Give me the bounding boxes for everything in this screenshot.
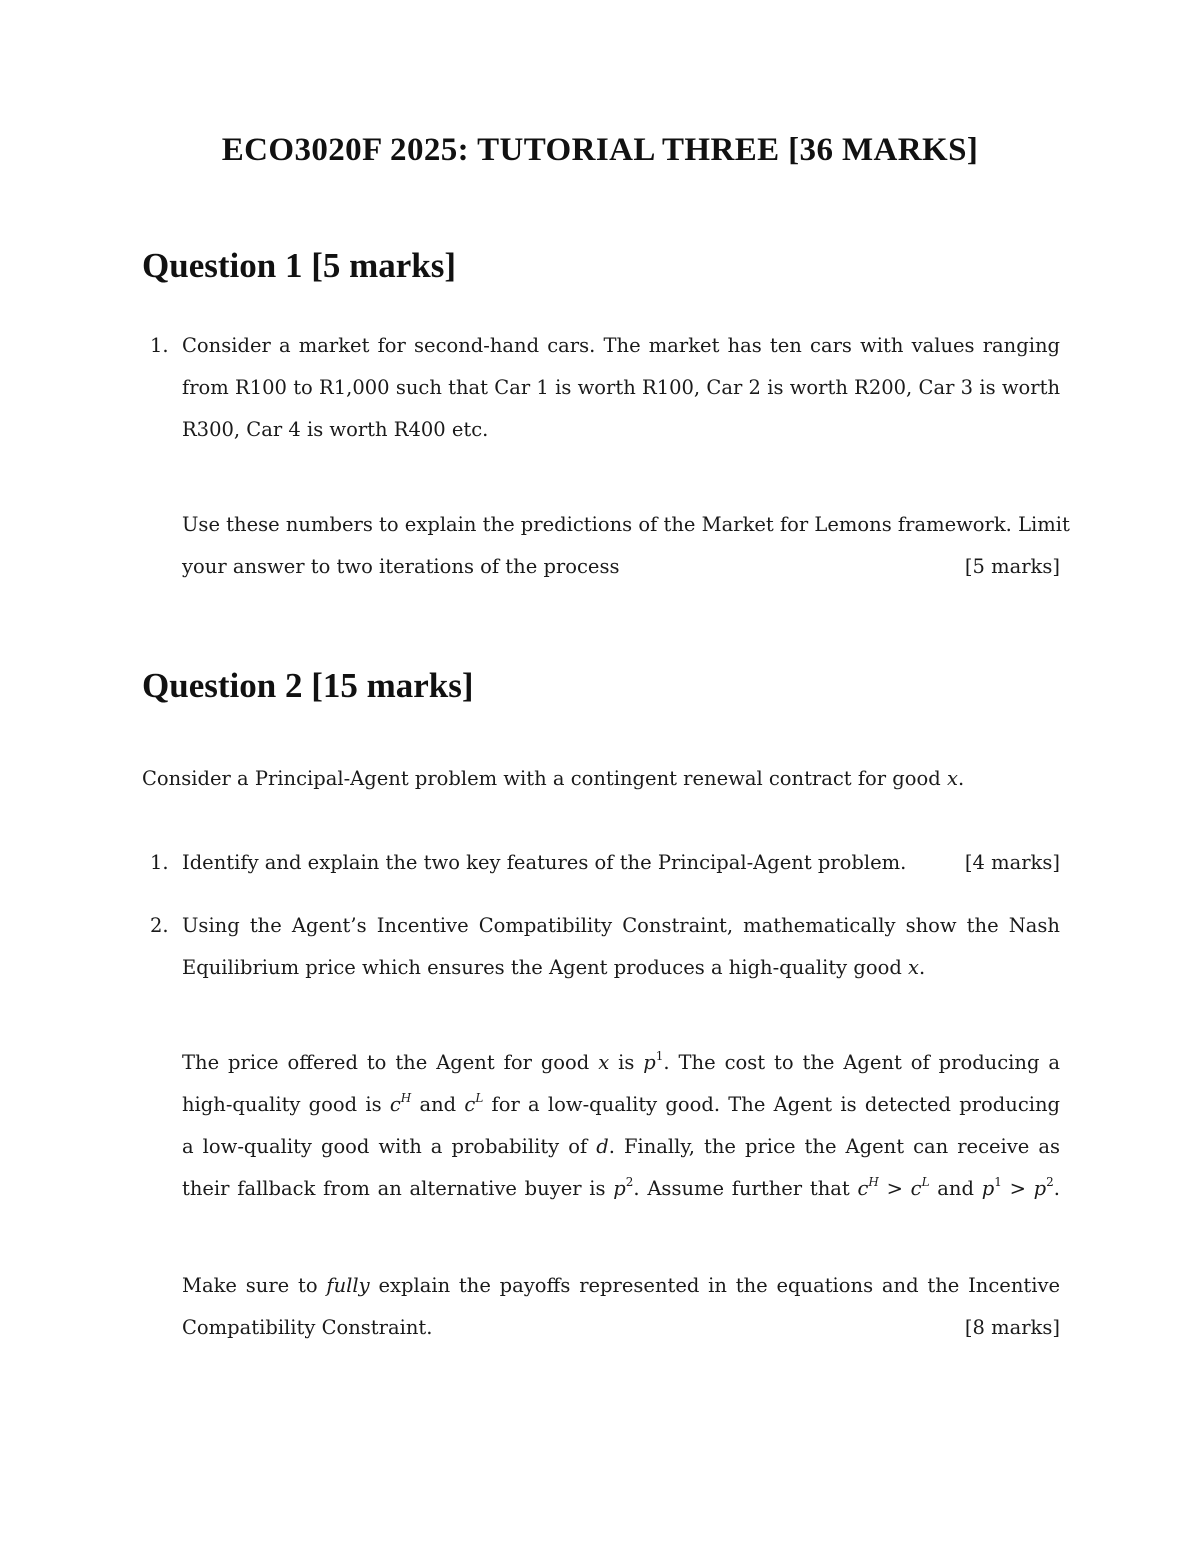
document-title: ECO3020F 2025: TUTORIAL THREE [36 MARKS] [221, 132, 979, 168]
parameters-line-3 [182, 1126, 1060, 1168]
emphasis-fully: fully [326, 1274, 370, 1297]
superscript: H [868, 1174, 879, 1189]
text: The price offered to the Agent for good [182, 1051, 590, 1074]
item-number: 1. [150, 334, 169, 357]
greater-than: > [1009, 1177, 1026, 1200]
period: . [919, 956, 926, 979]
text: Make sure to [182, 1274, 318, 1297]
item-1-marks: [4 marks] [964, 851, 1060, 874]
variable-c: c [464, 1093, 476, 1116]
variable-x: x [908, 956, 920, 979]
superscript: 2 [1046, 1174, 1054, 1189]
instructions-line-2-row [182, 1307, 1060, 1349]
variable-p: p [981, 1177, 995, 1200]
question-2-heading: Question 2 [15 marks] [142, 666, 474, 705]
scenario-line-2: from R100 to R1,000 such that Car 1 is worth R100, Car 2 is worth R200, Car 3 is worth [182, 376, 1060, 399]
item-1-row [182, 842, 1060, 884]
superscript: 1 [655, 1048, 664, 1063]
text: and [937, 1177, 974, 1200]
text: a low-quality good with a probability of [182, 1135, 588, 1158]
text: and [419, 1093, 457, 1116]
text: . The cost to the Agent of producing a [663, 1051, 1060, 1074]
variable-x: x [598, 1051, 610, 1074]
instructions-line-1 [182, 1265, 1060, 1307]
question-1-scenario [182, 325, 1060, 451]
text: explain the payoffs represented in the equations and the Incentive [378, 1274, 1061, 1297]
instructions-line-2: Compatibility Constraint. [182, 1316, 433, 1339]
period: . [1053, 1177, 1060, 1200]
question-1-marks: [5 marks] [964, 555, 1060, 578]
item-1-text: Identify and explain the two key features of the Principal-Agent problem. [182, 851, 907, 874]
greater-than: > [886, 1177, 903, 1200]
variable-c: c [389, 1093, 401, 1116]
intro-text: Consider a Principal-Agent problem with a contingent renewal contract for good [142, 767, 941, 790]
item-number: 1. [150, 851, 169, 874]
variable-c: c [910, 1177, 922, 1200]
superscript: 2 [625, 1174, 634, 1189]
scenario-line-3: R300, Car 4 is worth R400 etc. [182, 418, 489, 441]
intro-period: . [957, 767, 965, 790]
superscript: L [475, 1090, 484, 1105]
task-line-2: your answer to two iterations of the process [182, 555, 620, 578]
text: . Finally, the price the Agent can receive as [608, 1135, 1060, 1158]
task-line-2-row [182, 546, 1060, 588]
item-2-marks: [8 marks] [964, 1316, 1060, 1339]
item-number: 2. [150, 914, 169, 937]
question-1-heading: Question 1 [5 marks] [142, 246, 457, 285]
item-2-line-2-text: Equilibrium price which ensures the Agent produces a high-quality good [182, 956, 902, 979]
text: for a low-quality good. The Agent is detected producing [491, 1093, 1061, 1116]
text: their fallback from an alternative buyer is [182, 1177, 606, 1200]
task-line-1: Use these numbers to explain the predictions of the Market for Lemons framework. Limit [182, 513, 1070, 536]
question-2-intro [142, 758, 964, 800]
item-2-line-1: Using the Agent’s Incentive Compatibility Constraint, mathematically show the Nash [182, 914, 1060, 937]
item-2-parameters [182, 1042, 1060, 1210]
intro-variable: x [946, 767, 958, 790]
variable-p: p [613, 1177, 626, 1200]
variable-p: p [643, 1051, 656, 1074]
text: . Assume further that [633, 1177, 850, 1200]
superscript: L [921, 1174, 930, 1189]
question-1-task [182, 504, 1070, 588]
parameters-line-1 [182, 1042, 1060, 1084]
scenario-line-1: Consider a market for second-hand cars. The market has ten cars with values ranging [182, 334, 1060, 357]
item-2-line-2 [182, 947, 1060, 989]
text: high-quality good is [182, 1093, 382, 1116]
variable-c: c [857, 1177, 869, 1200]
parameters-line-2 [182, 1084, 1060, 1126]
text: is [618, 1051, 635, 1074]
item-2-body [182, 905, 1060, 989]
parameters-line-4 [182, 1168, 1060, 1210]
superscript: H [400, 1090, 412, 1105]
item-2-instructions [182, 1265, 1060, 1349]
variable-p: p [1033, 1177, 1047, 1200]
superscript: 1 [994, 1174, 1002, 1189]
variable-d: d [596, 1135, 609, 1158]
